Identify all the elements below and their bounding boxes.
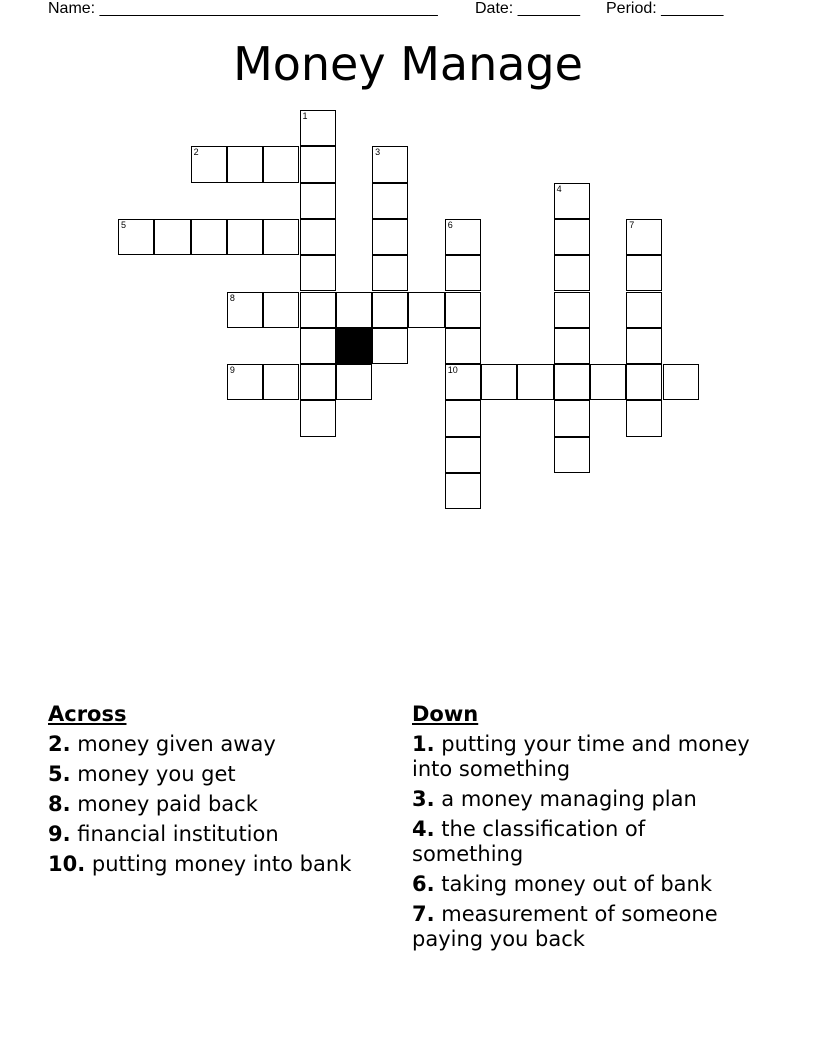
page-title: Money Manage [233,37,583,91]
grid-cell[interactable] [191,219,227,255]
clue-number: 5. [48,762,71,786]
down-clue [412,732,752,782]
clue-number: 8. [48,792,71,816]
across-clue [48,852,388,877]
cell-number: 3 [375,147,381,158]
grid-cell[interactable] [372,328,408,364]
grid-cell[interactable] [372,255,408,291]
clue-number: 7. [412,902,435,926]
cell-number: 10 [447,365,458,376]
grid-cell[interactable] [263,219,299,255]
clue-number: 9. [48,822,71,846]
grid-cell[interactable] [445,219,481,255]
grid-cell[interactable] [227,146,263,182]
grid-cell[interactable] [227,364,263,400]
down-heading: Down [412,702,479,726]
clue-text: measurement of someone paying you back [412,902,718,951]
clue-text: a money managing plan [441,787,697,811]
across-clue [48,762,388,787]
down-clue [412,902,752,952]
grid-cell[interactable] [445,292,481,328]
cell-number: 5 [121,219,127,230]
grid-cell[interactable] [263,146,299,182]
down-clue [412,817,752,867]
clue-text: putting your time and money into something [412,732,750,781]
grid-cell[interactable] [554,255,590,291]
grid-cell[interactable] [372,183,408,219]
grid-cell[interactable] [554,183,590,219]
grid-cell[interactable] [300,255,336,291]
clue-number: 3. [412,787,435,811]
cell-number: 4 [556,183,562,194]
grid-cell[interactable] [336,292,372,328]
grid-cell[interactable] [372,292,408,328]
grid-cell[interactable] [445,328,481,364]
across-clue [48,822,388,847]
down-clues [412,702,752,957]
grid-cell[interactable] [554,219,590,255]
cell-number: 6 [447,219,453,230]
grid-cell[interactable] [445,255,481,291]
across-clue [48,792,388,817]
clue-number: 2. [48,732,71,756]
period-field[interactable]: Period: _______ [606,0,724,17]
grid-cell[interactable] [300,364,336,400]
clue-text: the classification of something [412,817,646,866]
grid-cell[interactable] [372,219,408,255]
down-clue [412,787,752,812]
clue-number: 6. [412,872,435,896]
grid-cell[interactable] [554,364,590,400]
grid-cell[interactable] [227,292,263,328]
grid-cell[interactable] [408,292,444,328]
grid-cell[interactable] [554,437,590,473]
grid-cell[interactable] [481,364,517,400]
grid-cell[interactable] [626,400,662,436]
grid-cell[interactable] [300,110,336,146]
grid-cell[interactable] [554,400,590,436]
across-heading: Across [48,702,127,726]
grid-cell[interactable] [191,146,227,182]
grid-cell[interactable] [445,437,481,473]
grid-cell[interactable] [118,219,154,255]
clue-text: putting money into bank [91,852,352,876]
cell-number: 1 [302,111,308,121]
across-clues [48,702,388,882]
grid-cell[interactable] [626,364,662,400]
grid-cell[interactable] [227,219,263,255]
grid-cell[interactable] [372,146,408,182]
clue-text: money given away [77,732,276,756]
down-clue [412,872,752,897]
name-field[interactable]: Name: ______________________________________ [48,0,438,17]
clue-number: 4. [412,817,435,841]
cell-number: 2 [193,147,199,158]
clue-text: money paid back [77,792,258,816]
grid-cell[interactable] [445,364,481,400]
grid-cell[interactable] [300,146,336,182]
grid-cell[interactable] [445,473,481,509]
grid-cell[interactable] [554,292,590,328]
cell-number: 8 [229,292,235,303]
grid-cell[interactable] [300,219,336,255]
grid-cell[interactable] [626,328,662,364]
grid-cell[interactable] [300,400,336,436]
cell-number: 9 [229,365,235,376]
grid-cell[interactable] [517,364,553,400]
grid-cell[interactable] [554,328,590,364]
across-clue [48,732,388,757]
clue-text: money you get [77,762,236,786]
grid-cell[interactable] [263,292,299,328]
clue-number: 1. [412,732,435,756]
grid-cell[interactable] [300,183,336,219]
grid-cell[interactable] [590,364,626,400]
grid-cell[interactable] [263,364,299,400]
grid-cell[interactable] [445,400,481,436]
grid-cell[interactable] [154,219,190,255]
clue-text: financial institution [77,822,279,846]
clue-number: 10. [48,852,86,876]
grid-cell[interactable] [336,364,372,400]
grid-cell[interactable] [663,364,699,400]
cell-number: 7 [629,219,635,230]
blocked-cell [336,328,372,364]
grid-cell[interactable] [300,328,336,364]
grid-cell[interactable] [626,292,662,328]
grid-cell[interactable] [626,219,662,255]
grid-cell[interactable] [626,255,662,291]
date-field[interactable]: Date: _______ [475,0,580,17]
grid-cell[interactable] [300,292,336,328]
clue-text: taking money out of bank [441,872,712,896]
